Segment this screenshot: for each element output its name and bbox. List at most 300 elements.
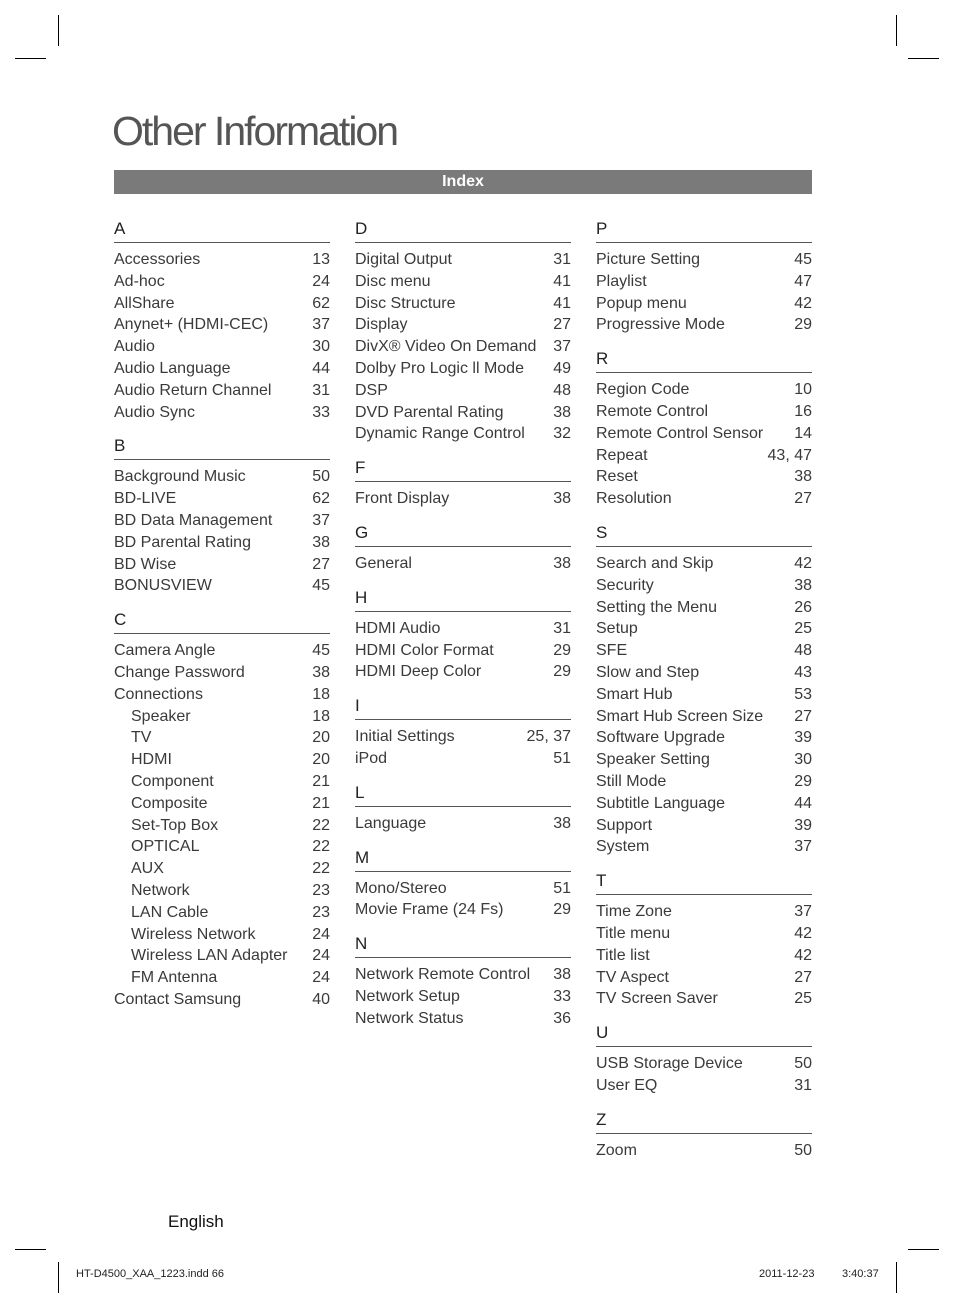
entry-term: BD Parental Rating <box>114 533 251 551</box>
entry-page-number: 36 <box>553 1009 571 1027</box>
index-entry <box>596 706 812 728</box>
entry-term: HDMI Audio <box>355 619 441 637</box>
index-subentry <box>114 706 330 728</box>
entry-page-number: 51 <box>553 879 571 897</box>
entry-page-number: 50 <box>794 1055 812 1073</box>
entry-page-number: 31 <box>312 381 330 399</box>
entry-page-number: 48 <box>553 381 571 399</box>
index-entry <box>596 423 812 445</box>
index-section <box>114 216 330 423</box>
index-entry <box>355 618 571 640</box>
index-entry <box>596 640 812 662</box>
section-letter: D <box>355 216 571 243</box>
entry-term: USB Storage Device <box>596 1055 743 1073</box>
entry-term: Anynet+ (HDMI-CEC) <box>114 316 269 334</box>
entry-page-number: 25 <box>794 990 812 1008</box>
index-entry <box>596 923 812 945</box>
slug-file-name: HT-D4500_XAA_1223.indd 66 <box>76 1268 224 1280</box>
entry-term: Resolution <box>596 490 672 508</box>
entry-term: Setup <box>596 620 638 638</box>
index-entry <box>355 748 571 770</box>
entry-page-number: 29 <box>553 663 571 681</box>
crop-mark <box>896 15 897 46</box>
entry-list <box>596 379 812 510</box>
index-entry <box>355 423 571 445</box>
entry-term: Connections <box>114 685 203 703</box>
section-letter: N <box>355 931 571 958</box>
entry-page-number: 29 <box>553 901 571 919</box>
entry-page-number: 62 <box>312 490 330 508</box>
entry-term: TV Screen Saver <box>596 990 718 1008</box>
index-entry <box>596 988 812 1010</box>
index-entry <box>596 271 812 293</box>
index-entry <box>355 249 571 271</box>
index-entry <box>596 618 812 640</box>
index-entry <box>355 1008 571 1030</box>
index-entry <box>355 271 571 293</box>
entry-page-number: 37 <box>553 338 571 356</box>
entry-page-number: 37 <box>794 838 812 856</box>
slug-date: 2011-12-23 <box>759 1268 815 1280</box>
entry-page-number: 27 <box>794 490 812 508</box>
entry-page-number: 25 <box>794 620 812 638</box>
footer-language: English <box>168 1212 224 1231</box>
index-section <box>355 585 571 683</box>
entry-term: Component <box>131 772 214 790</box>
index-entry <box>596 293 812 315</box>
entry-term: DSP <box>355 381 388 399</box>
index-entry <box>596 1140 812 1162</box>
entry-list <box>355 488 571 510</box>
entry-page-number: 50 <box>312 468 330 486</box>
index-entry <box>596 314 812 336</box>
crop-mark <box>58 15 59 46</box>
entry-term: Front Display <box>355 490 450 508</box>
entry-term: Security <box>596 576 654 594</box>
index-section <box>596 346 812 510</box>
entry-page-number: 20 <box>312 751 330 769</box>
entry-page-number: 23 <box>312 903 330 921</box>
entry-term: Wireless LAN Adapter <box>131 947 288 965</box>
entry-term: iPod <box>355 749 388 767</box>
index-entry <box>355 314 571 336</box>
section-letter: Z <box>596 1107 812 1134</box>
entry-page-number: 29 <box>553 641 571 659</box>
index-section <box>355 216 571 445</box>
index-subentry <box>114 967 330 989</box>
entry-term: Movie Frame (24 Fs) <box>355 901 504 919</box>
entry-term: Subtitle Language <box>596 794 725 812</box>
index-section <box>355 845 571 922</box>
entry-list <box>114 640 330 1011</box>
entry-page-number: 22 <box>312 816 330 834</box>
entry-page-number: 25, 37 <box>526 728 571 746</box>
entry-term: Network Setup <box>355 987 460 1005</box>
entry-page-number: 37 <box>312 511 330 529</box>
index-entry <box>114 271 330 293</box>
index-subentry <box>114 945 330 967</box>
index-entry <box>355 402 571 424</box>
entry-term: Support <box>596 816 653 834</box>
entry-term: Ad-hoc <box>114 272 165 290</box>
entry-term: Wireless Network <box>131 925 256 943</box>
entry-page-number: 38 <box>312 663 330 681</box>
entry-term: Smart Hub <box>596 685 673 703</box>
entry-list <box>355 618 571 683</box>
entry-page-number: 18 <box>312 707 330 725</box>
index-entry <box>355 293 571 315</box>
index-section <box>596 1020 812 1097</box>
section-letter: H <box>355 585 571 612</box>
entry-list <box>355 726 571 770</box>
entry-page-number: 51 <box>553 749 571 767</box>
entry-term: Disc Structure <box>355 294 456 312</box>
entry-term: Remote Control Sensor <box>596 424 764 442</box>
index-section <box>596 868 812 1010</box>
crop-mark <box>908 58 939 59</box>
entry-term: Software Upgrade <box>596 729 725 747</box>
entry-page-number: 30 <box>312 338 330 356</box>
index-entry <box>355 813 571 835</box>
index-entry <box>114 989 330 1011</box>
index-entry <box>596 901 812 923</box>
entry-term: BD Data Management <box>114 511 273 529</box>
entry-term: Playlist <box>596 272 647 290</box>
entry-term: Remote Control <box>596 402 709 420</box>
entry-term: HDMI Deep Color <box>355 663 482 681</box>
entry-list <box>114 249 330 423</box>
entry-term: Region Code <box>596 381 690 399</box>
entry-term: Mono/Stereo <box>355 879 447 897</box>
index-entry <box>355 380 571 402</box>
index-section <box>596 520 812 858</box>
index-entry <box>596 445 812 467</box>
entry-term: DVD Parental Rating <box>355 403 504 421</box>
entry-term: AllShare <box>114 294 175 312</box>
entry-term: Search and Skip <box>596 554 714 572</box>
index-subentry <box>114 836 330 858</box>
index-entry <box>114 380 330 402</box>
section-letter: M <box>355 845 571 872</box>
index-column-1 <box>114 216 330 1021</box>
index-entry <box>596 967 812 989</box>
index-label: Index <box>442 173 484 190</box>
index-entry <box>114 554 330 576</box>
entry-term: Title menu <box>596 924 671 942</box>
entry-term: HDMI Color Format <box>355 641 494 659</box>
entry-list <box>596 553 812 858</box>
slug-time: 3:40:37 <box>842 1268 879 1280</box>
entry-term: BONUSVIEW <box>114 577 212 595</box>
entry-term: BD Wise <box>114 555 177 573</box>
crop-mark <box>896 1262 897 1293</box>
entry-list <box>355 249 571 445</box>
entry-term: LAN Cable <box>131 903 209 921</box>
entry-page-number: 38 <box>794 576 812 594</box>
entry-page-number: 24 <box>312 925 330 943</box>
entry-term: Speaker Setting <box>596 751 710 769</box>
section-letter: I <box>355 693 571 720</box>
entry-page-number: 27 <box>553 316 571 334</box>
index-entry <box>596 793 812 815</box>
entry-page-number: 38 <box>553 403 571 421</box>
entry-term: Audio Return Channel <box>114 381 272 399</box>
index-section <box>355 455 571 510</box>
entry-page-number: 41 <box>553 294 571 312</box>
index-entry <box>596 749 812 771</box>
entry-term: Progressive Mode <box>596 316 725 334</box>
index-column-2 <box>355 216 571 1040</box>
crop-mark <box>58 1262 59 1293</box>
entry-page-number: 45 <box>312 642 330 660</box>
entry-page-number: 31 <box>553 619 571 637</box>
index-entry <box>114 293 330 315</box>
entry-page-number: 38 <box>553 966 571 984</box>
index-entry <box>114 662 330 684</box>
section-letter: C <box>114 607 330 634</box>
entry-term: BD-LIVE <box>114 490 177 508</box>
entry-page-number: 21 <box>312 794 330 812</box>
entry-page-number: 43, 47 <box>767 446 812 464</box>
crop-mark <box>908 1249 939 1250</box>
entry-term: Popup menu <box>596 294 687 312</box>
entry-page-number: 42 <box>794 924 812 942</box>
entry-term: Accessories <box>114 251 201 268</box>
entry-page-number: 27 <box>794 968 812 986</box>
entry-term: Network <box>131 881 190 899</box>
section-letter: S <box>596 520 812 547</box>
entry-term: Still Mode <box>596 772 667 790</box>
entry-term: DivX® Video On Demand <box>355 338 537 356</box>
entry-page-number: 42 <box>794 554 812 572</box>
entry-page-number: 38 <box>553 814 571 832</box>
index-header-bar <box>114 170 812 194</box>
index-entry <box>596 379 812 401</box>
entry-page-number: 10 <box>794 381 812 399</box>
entry-page-number: 45 <box>794 251 812 268</box>
index-entry <box>596 488 812 510</box>
entry-page-number: 39 <box>794 729 812 747</box>
index-section <box>596 216 812 336</box>
entry-page-number: 38 <box>553 554 571 572</box>
section-letter: G <box>355 520 571 547</box>
entry-term: Dynamic Range Control <box>355 425 525 443</box>
index-entry <box>596 575 812 597</box>
index-subentry <box>114 749 330 771</box>
entry-list <box>355 878 571 922</box>
index-entry <box>596 945 812 967</box>
index-subentry <box>114 880 330 902</box>
entry-term: Time Zone <box>596 903 672 921</box>
index-section <box>355 693 571 770</box>
entry-page-number: 16 <box>794 402 812 420</box>
entry-term: Change Password <box>114 663 245 681</box>
index-entry <box>355 488 571 510</box>
entry-term: Network Remote Control <box>355 966 531 984</box>
index-subentry <box>114 793 330 815</box>
entry-page-number: 23 <box>312 881 330 899</box>
entry-term: Disc menu <box>355 272 431 290</box>
entry-term: TV <box>131 729 152 747</box>
section-letter: A <box>114 216 330 243</box>
entry-page-number: 29 <box>794 772 812 790</box>
crop-mark <box>15 58 46 59</box>
index-entry <box>114 314 330 336</box>
index-entry <box>596 401 812 423</box>
index-entry <box>114 575 330 597</box>
index-subentry <box>114 924 330 946</box>
entry-term: Display <box>355 316 408 334</box>
index-entry <box>114 336 330 358</box>
entry-page-number: 62 <box>312 294 330 312</box>
entry-list <box>596 1140 812 1162</box>
entry-page-number: 24 <box>312 272 330 290</box>
entry-term: AUX <box>131 860 164 878</box>
entry-page-number: 37 <box>312 316 330 334</box>
entry-term: User EQ <box>596 1076 658 1094</box>
entry-term: Slow and Step <box>596 663 700 681</box>
index-section <box>355 520 571 575</box>
entry-term: Audio Language <box>114 359 231 377</box>
index-entry <box>114 249 330 271</box>
entry-page-number: 38 <box>794 468 812 486</box>
index-entry <box>596 1075 812 1097</box>
entry-page-number: 39 <box>794 816 812 834</box>
entry-list <box>596 901 812 1010</box>
entry-page-number: 30 <box>794 751 812 769</box>
entry-term: Setting the Menu <box>596 598 717 616</box>
section-letter: L <box>355 780 571 807</box>
entry-term: SFE <box>596 642 628 660</box>
index-entry <box>596 1053 812 1075</box>
entry-page-number: 20 <box>312 729 330 747</box>
index-subentry <box>114 727 330 749</box>
entry-term: Contact Samsung <box>114 990 242 1008</box>
index-entry <box>355 878 571 900</box>
index-entry <box>596 466 812 488</box>
index-entry <box>355 553 571 575</box>
index-entry <box>114 684 330 706</box>
entry-list <box>596 249 812 336</box>
entry-term: FM Antenna <box>131 969 218 987</box>
index-section <box>114 433 330 597</box>
index-entry <box>355 661 571 683</box>
index-entry <box>114 466 330 488</box>
entry-page-number: 38 <box>553 490 571 508</box>
entry-term: Composite <box>131 794 208 812</box>
entry-term: General <box>355 554 412 572</box>
entry-page-number: 47 <box>794 272 812 290</box>
index-subentry <box>114 771 330 793</box>
entry-page-number: 27 <box>794 707 812 725</box>
entry-page-number: 21 <box>312 772 330 790</box>
entry-term: Speaker <box>131 707 191 725</box>
entry-list <box>355 553 571 575</box>
section-letter: U <box>596 1020 812 1047</box>
page-title: Other Information <box>112 108 398 154</box>
index-entry <box>355 986 571 1008</box>
index-entry <box>355 899 571 921</box>
entry-term: Smart Hub Screen Size <box>596 707 764 725</box>
index-entry <box>596 815 812 837</box>
entry-page-number: 38 <box>312 533 330 551</box>
entry-page-number: 14 <box>794 424 812 442</box>
entry-page-number: 33 <box>312 403 330 421</box>
entry-page-number: 40 <box>312 990 330 1008</box>
entry-term: Picture Setting <box>596 251 701 268</box>
entry-page-number: 43 <box>794 663 812 681</box>
entry-term: Audio <box>114 338 155 356</box>
entry-page-number: 37 <box>794 903 812 921</box>
entry-term: Network Status <box>355 1009 464 1027</box>
index-entry <box>355 640 571 662</box>
entry-page-number: 26 <box>794 598 812 616</box>
entry-page-number: 42 <box>794 294 812 312</box>
entry-term: Dolby Pro Logic ll Mode <box>355 359 524 377</box>
entry-page-number: 44 <box>312 359 330 377</box>
index-entry <box>596 727 812 749</box>
entry-page-number: 29 <box>794 316 812 334</box>
index-entry <box>114 640 330 662</box>
entry-page-number: 42 <box>794 946 812 964</box>
index-entry <box>596 771 812 793</box>
index-column-3 <box>596 216 812 1172</box>
index-section <box>596 1107 812 1162</box>
entry-page-number: 24 <box>312 969 330 987</box>
index-entry <box>355 358 571 380</box>
entry-list <box>355 964 571 1029</box>
section-letter: R <box>596 346 812 373</box>
index-section <box>355 931 571 1029</box>
entry-term: Digital Output <box>355 251 452 268</box>
entry-page-number: 31 <box>794 1076 812 1094</box>
entry-page-number: 31 <box>553 251 571 268</box>
index-entry <box>596 662 812 684</box>
index-entry <box>355 726 571 748</box>
entry-list <box>114 466 330 597</box>
entry-page-number: 33 <box>553 987 571 1005</box>
entry-term: TV Aspect <box>596 968 669 986</box>
index-subentry <box>114 902 330 924</box>
index-entry <box>114 532 330 554</box>
crop-mark <box>15 1249 46 1250</box>
entry-page-number: 49 <box>553 359 571 377</box>
section-letter: T <box>596 868 812 895</box>
entry-page-number: 22 <box>312 838 330 856</box>
entry-page-number: 18 <box>312 685 330 703</box>
entry-term: Zoom <box>596 1141 637 1159</box>
entry-term: Reset <box>596 468 638 486</box>
index-entry <box>596 553 812 575</box>
entry-page-number: 24 <box>312 947 330 965</box>
index-entry <box>114 488 330 510</box>
index-entry <box>114 510 330 532</box>
entry-page-number: 45 <box>312 577 330 595</box>
entry-page-number: 44 <box>794 794 812 812</box>
section-letter: B <box>114 433 330 460</box>
entry-page-number: 22 <box>312 860 330 878</box>
index-entry <box>596 597 812 619</box>
entry-term: Set-Top Box <box>131 816 219 834</box>
entry-term: System <box>596 838 650 856</box>
entry-term: Title list <box>596 946 650 964</box>
index-entry <box>355 964 571 986</box>
entry-term: Camera Angle <box>114 642 216 660</box>
entry-page-number: 53 <box>794 685 812 703</box>
entry-term: OPTICAL <box>131 838 200 856</box>
index-entry <box>114 358 330 380</box>
index-entry <box>596 684 812 706</box>
